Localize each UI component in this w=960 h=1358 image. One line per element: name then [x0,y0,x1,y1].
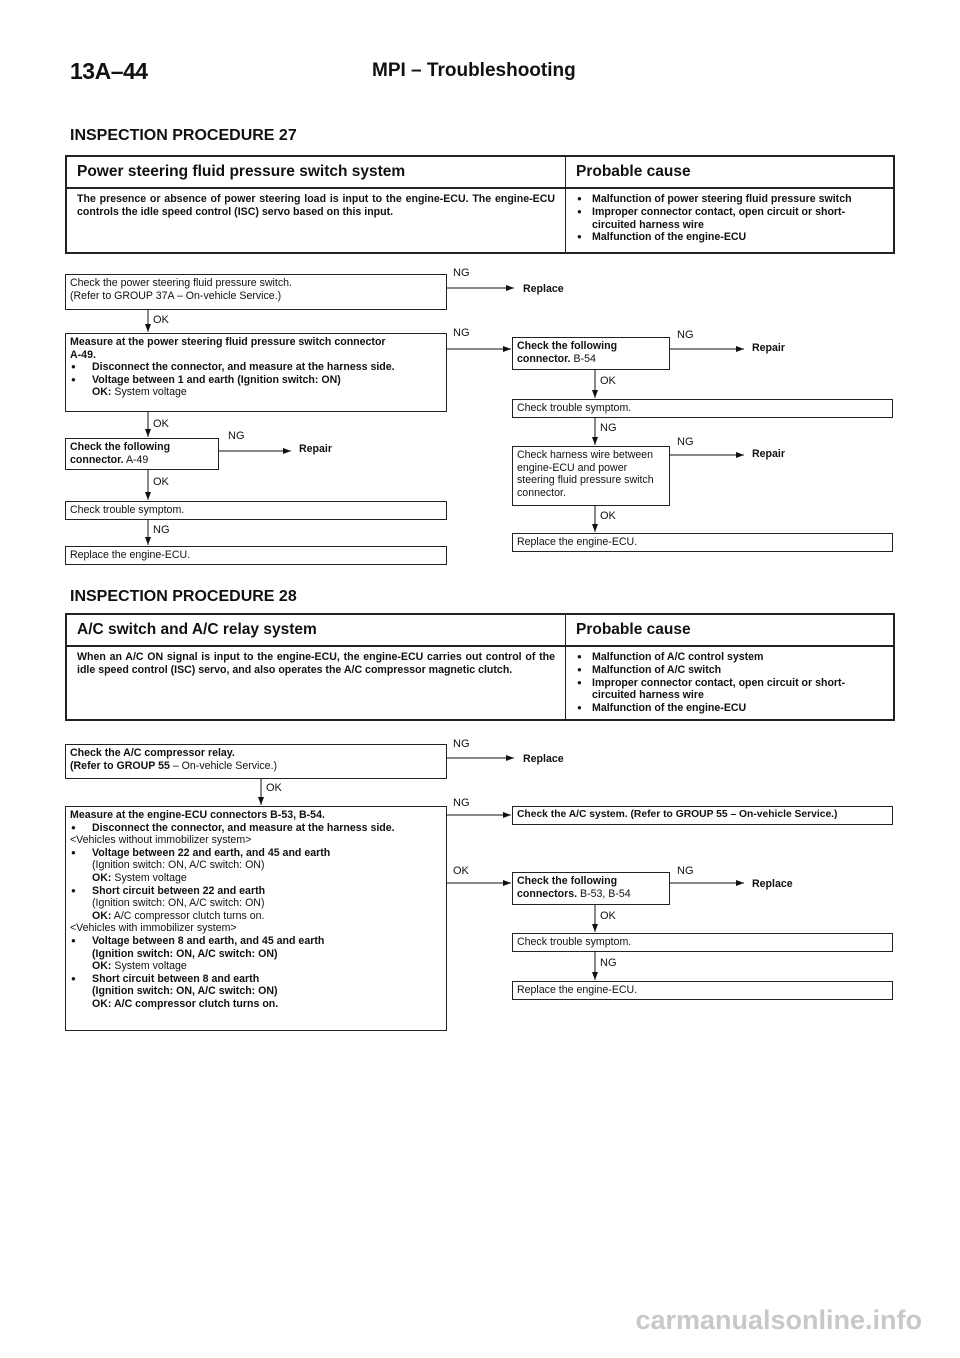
ok-label: OK: [92,909,112,922]
step-text: Check the following connector. [70,441,171,466]
procedure-28-title: INSPECTION PROCEDURE 28 [70,588,297,605]
flow-step-replace-ecu: Replace the engine-ECU. [65,546,447,565]
ok-value: System voltage [114,960,187,973]
cause-header: Probable cause [566,614,895,646]
watermark: carmanualsonline.info [635,1305,922,1335]
step-bullet: ● Voltage between 8 and earth, and 45 and earth [70,935,442,948]
step-text: (Refer to GROUP 37A – On-vehicle Service.) [70,289,282,302]
system-description: When an A/C ON signal is input to the engine-ECU, the engine-ECU carries out control of the idle speed control (ISC) servo, and also operates the A/C compressor magnetic clutch. [66,646,566,720]
ng-label: NG [600,422,617,434]
cause-item: ● Malfunction of A/C control system [576,651,883,664]
ok-label: OK: [92,960,112,973]
step-condition: (Ignition switch: ON, A/C switch: ON) [92,897,265,910]
ok-label: OK [153,314,169,326]
page-number: 13A–44 [70,58,148,84]
result-replace: Replace [523,753,564,765]
ok-label: OK [153,418,169,430]
vehicle-variant: <Vehicles with immobilizer system> [70,922,237,935]
cause-header: Probable cause [566,156,895,188]
ok-label: OK [600,510,616,522]
result-replace: Replace [523,283,564,295]
ok-value: System voltage [114,871,187,884]
flow-step-check-connector-a49 [65,438,219,470]
system-header: Power steering fluid pressure switch system [66,156,566,188]
ng-label: NG [153,524,170,536]
step-condition: (Ignition switch: ON, A/C switch: ON) [92,859,265,872]
step-text: Check the following connector. [517,340,618,365]
ok-label: OK [153,476,169,488]
step-text: A-49. [70,348,96,361]
system-description: The presence or absence of power steering load is input to the engine-ECU. The engine-ECU controls the idle speed control (ISC) servo based on this input. [66,188,566,253]
step-condition: (Ignition switch: ON, A/C switch: ON) [92,947,278,960]
connector-id: B-54 [573,352,596,365]
step-bullet: ● Voltage between 22 and earth, and 45 and earth [70,847,442,860]
cause-item: ● Malfunction of A/C switch [576,664,883,677]
ok-value: System voltage [114,386,187,399]
flow-step-check-symptom-28: Check trouble symptom. [512,933,893,952]
flow-step-measure-ecu-connectors [65,806,447,1031]
step-bullet: ● Disconnect the connector, and measure at the harness side. [70,822,442,835]
ng-label: NG [453,267,470,279]
ok-label: OK [600,910,616,922]
flow-step-check-ac-system: Check the A/C system. (Refer to GROUP 55 – On-vehicle Service.) [512,806,893,825]
ok-value: A/C compressor clutch turns on. [113,997,279,1010]
ng-label: NG [453,797,470,809]
result-repair: Repair [299,443,332,455]
flow-step-check-connector-b54 [512,337,670,370]
ng-label: NG [677,436,694,448]
ng-label: NG [453,327,470,339]
step-text: Check the following connectors. [517,875,618,900]
procedure-28-info-table [65,613,895,721]
connector-id: A-49 [125,453,149,466]
ng-label: NG [228,430,245,442]
result-repair: Repair [752,448,785,460]
ok-label: OK: [92,386,112,399]
cause-item: ● Malfunction of the engine-ECU [576,231,883,244]
step-condition: (Ignition switch: ON, A/C switch: ON) [92,985,278,998]
ok-value: A/C compressor clutch turns on. [113,909,265,922]
flow-step-check-relay: Check the A/C compressor relay. (Refer to GROUP 55 – On-vehicle Service.) [65,744,447,779]
ng-label: NG [600,957,617,969]
step-bullet: ● Voltage between 1 and earth (Ignition switch: ON) [70,374,442,387]
ok-label: OK [266,782,282,794]
vehicle-variant: <Vehicles without immobilizer system> [70,834,252,847]
ok-label: OK: [92,871,112,884]
flow-step-check-symptom: Check trouble symptom. [65,501,447,520]
step-text: Measure at the power steering fluid pressure switch connector [70,336,386,348]
step-bullet: ● Short circuit between 22 and earth [70,885,442,898]
cause-item: ● Improper connector contact, open circuit or short-circuited harness wire [576,677,883,703]
result-replace: Replace [752,878,793,890]
connector-id: B-53, B-54 [580,887,631,900]
flow-step-check-harness: Check harness wire between engine-ECU and power steering fluid pressure switch connector. [512,446,670,506]
ng-label: NG [453,738,470,750]
procedure-27-info-table [65,155,895,254]
ok-label: OK [600,375,616,387]
flow-step-check-connectors-b53-b54 [512,872,670,905]
ok-label: OK: [92,997,112,1010]
ng-label: NG [677,865,694,877]
probable-causes [566,188,895,253]
result-repair: Repair [752,342,785,354]
flow-step-replace-ecu-right: Replace the engine-ECU. [512,533,893,552]
cause-item: ● Malfunction of power steering fluid pressure switch [576,193,883,206]
procedure-27-title: INSPECTION PROCEDURE 27 [70,127,297,144]
page-title: MPI – Troubleshooting [372,60,576,81]
system-header: A/C switch and A/C relay system [66,614,566,646]
flow-step-check-switch [65,274,447,310]
step-text: Measure at the engine-ECU connectors B-53, B-54. [70,809,325,821]
flow-step-check-symptom-right: Check trouble symptom. [512,399,893,418]
cause-item: ● Malfunction of the engine-ECU [576,702,883,715]
step-bullet: ● Short circuit between 8 and earth [70,973,442,986]
flow-step-measure-connector [65,333,447,412]
step-text: Check the power steering fluid pressure switch. [70,277,292,289]
ng-label: NG [677,329,694,341]
flow-step-replace-ecu-28: Replace the engine-ECU. [512,981,893,1000]
ok-label: OK [453,865,469,877]
step-text: Check the A/C compressor relay. [70,747,235,759]
probable-causes [566,646,895,720]
step-bullet: ● Disconnect the connector, and measure at the harness side. [70,361,442,374]
cause-item: ● Improper connector contact, open circuit or short-circuited harness wire [576,206,883,232]
